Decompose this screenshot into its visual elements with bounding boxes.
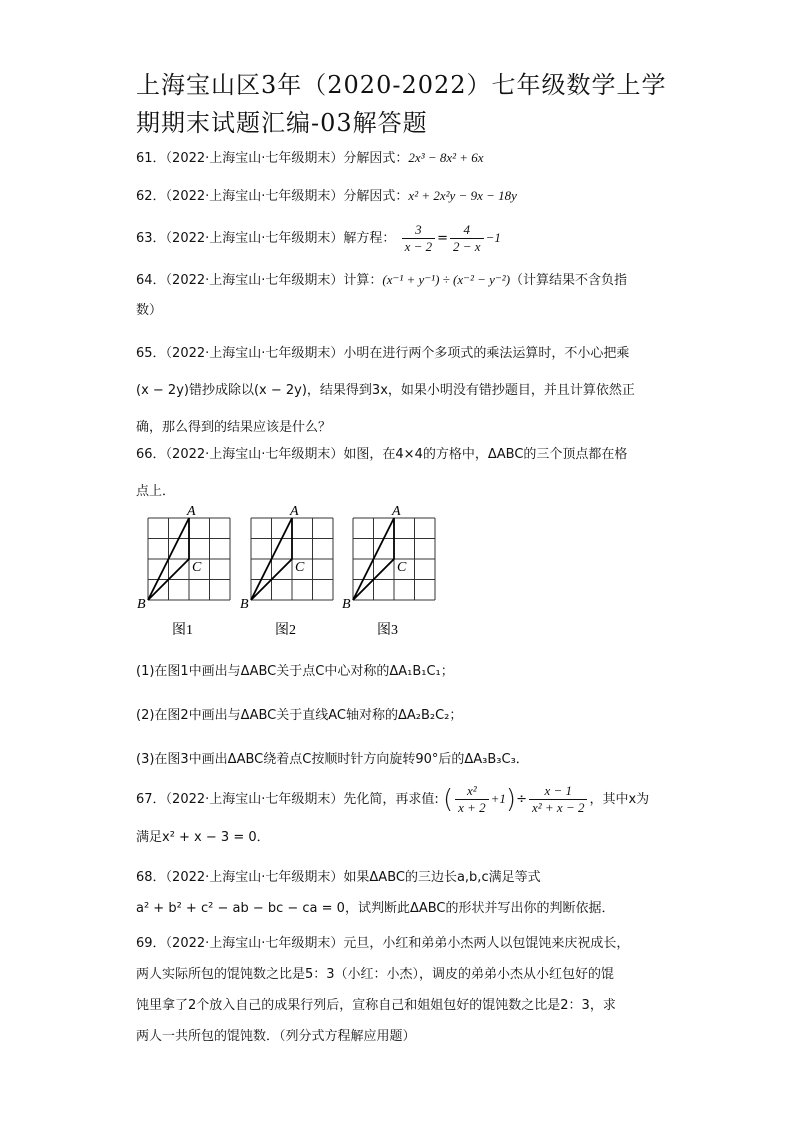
vertex-label-b: B [342, 597, 351, 612]
question-68: 68．（2022·上海宝山·七年级期末）如果ΔABC的三边长a,b,c满足等式 a² + b² + c² − ab − bc − ca = 0，试判断此ΔABC的形状并写出你的判断依据． [136, 870, 615, 916]
vertex-label-b: B [137, 597, 146, 612]
figure-caption-2: 图2 [275, 623, 296, 638]
sub-question-2: (2)在图2中画出与ΔABC关于直线AC轴对称的ΔA₂B₂C₂； [136, 708, 463, 723]
vertex-label-b: B [240, 597, 249, 612]
vertex-label-c: C [192, 560, 202, 575]
sub-question-1: (1)在图1中画出与ΔABC关于点C中心对称的ΔA₁B₁C₁； [136, 664, 454, 679]
vertex-label-a: A [187, 504, 196, 519]
sub-question-3: (3)在图3中画出ΔABC绕着点C按顺时针方向旋转90°后的ΔA₃B₃C₃． [136, 752, 529, 767]
page-title: 上海宝山区3年（2020-2022）七年级数学上学期期末试题汇编-03解答题 [136, 71, 667, 137]
question-66-parts [136, 650, 676, 782]
fraction: $\frac{4}{2 - x}$ [450, 222, 484, 255]
grid-figure-1 [137, 504, 230, 612]
grid-figure-3 [342, 504, 435, 612]
figure-caption-3: 图3 [377, 623, 398, 638]
vertex-label-c: C [295, 560, 305, 575]
question-69: 69．（2022·上海宝山·七年级期末）元旦，小红和弟弟小杰两人以包馄饨来庆祝成长， 两人实际所包的馄饨数之比是5：3（小红：小杰），调皮的弟弟小杰从小红包好的馄 饨里拿了2个放入自己的成果行列后，宣称自己和姐姐包好的馄饨数之比是2：3，求 两人一共所包的馄饨数．（列分式方程解应用题） [136, 936, 630, 1044]
question-63: 63．（2022·上海宝山·七年级期末）解方程： $\frac{3}{x - 2}$ = $\frac{4}{2 - x}$ −1 [136, 222, 501, 254]
grid-figure-2 [240, 504, 333, 612]
vertex-label-c: C [397, 560, 407, 575]
figure-caption-1: 图1 [172, 623, 193, 638]
fraction: $\frac{\text{x²}}{x + 2}$ [455, 783, 489, 816]
vertex-label-a: A [392, 504, 401, 519]
question-67: 67．（2022·上海宝山·七年级期末）先化简，再求值: ( $\frac{\text{x²}}{x + 2}$ +1)÷ $\frac{x - 1}{\text{x² + x − 2}}$ ，其中x为 满足x² + x − 3 = 0． [136, 783, 650, 845]
question-66: 66．（2022·上海宝山·七年级期末）如图，在4×4的方格中，ΔABC的三个顶点都在格 点上． [136, 447, 628, 499]
question-61: 61．（2022·上海宝山·七年级期末）分解因式：2x³ − 8x² + 6x [136, 150, 484, 166]
question-64: 64．（2022·上海宝山·七年级期末）计算：(x⁻¹ + y⁻¹) ÷ (x⁻² − y⁻²)（计算结果不含负指 数） [136, 272, 628, 318]
fraction: $\frac{x - 1}{\text{x² + x − 2}}$ [529, 783, 587, 816]
question-65: 65．（2022·上海宝山·七年级期末）小明在进行两个多项式的乘法运算时，不小心把乘 (x − 2y)错抄成除以(x − 2y)，结果得到3x，如果小明没有错抄题目，并且计算依然正 确，那么得到的结果应该是什么？ [136, 346, 635, 435]
fraction: $\frac{3}{x - 2}$ [402, 222, 436, 255]
vertex-label-a: A [290, 504, 299, 519]
grid-figures [130, 502, 460, 642]
question-62: 62．（2022·上海宝山·七年级期末）分解因式：x² + 2x²y − 9x − 18y [136, 188, 517, 204]
grid-figures-svg [130, 502, 460, 642]
